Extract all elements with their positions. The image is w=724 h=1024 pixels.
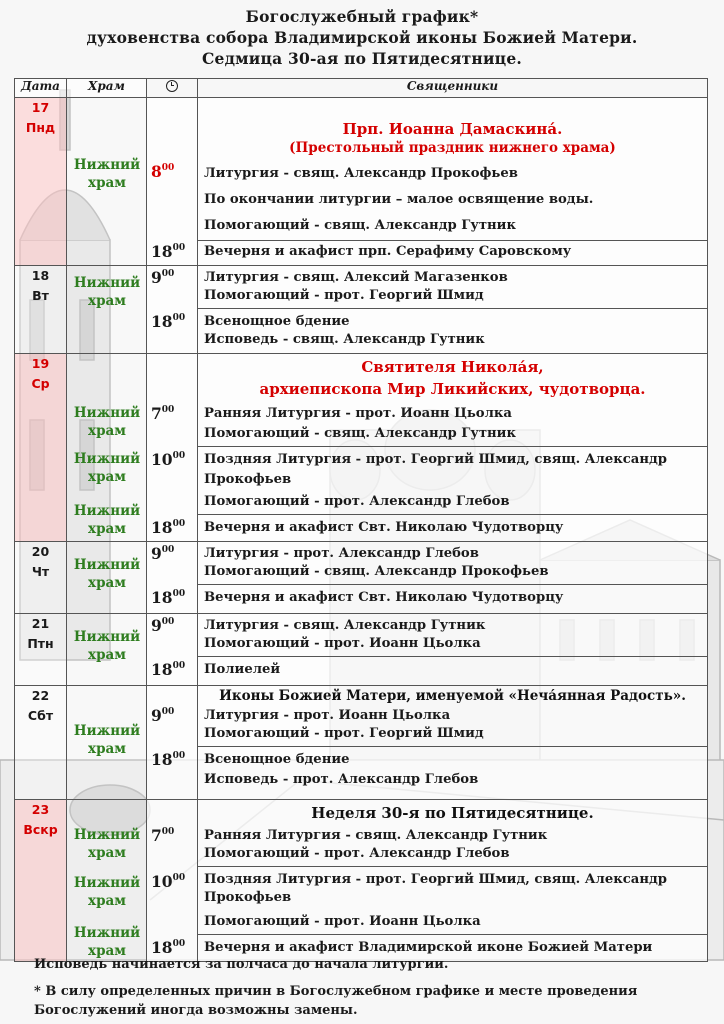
services-cell [198, 266, 708, 354]
service-line: Помогающий - прот. Георгий Шмид [204, 288, 484, 303]
time-cell [147, 354, 198, 542]
time-label: $18^{00}$ [151, 750, 186, 769]
date-cell: 21 Птн [15, 614, 67, 686]
church-cell [67, 266, 147, 354]
clock-icon [166, 80, 178, 92]
date-cell: 18 Вт [15, 266, 67, 354]
table-row [15, 266, 708, 354]
church-cell [67, 354, 147, 542]
service-line: Поздняя Литургия - прот. Георгий Шмид, свящ. Александр [204, 452, 667, 467]
church-cell [67, 614, 147, 686]
title-line-3: Седмица 30-ая по Пятидесятнице. [202, 49, 522, 68]
schedule-table [14, 78, 708, 962]
church-label: Нижний храм [73, 157, 141, 191]
church-cell [67, 800, 147, 962]
time-label: $18^{00}$ [151, 938, 186, 957]
services-cell [198, 98, 708, 266]
date-cell: 20 Чт [15, 542, 67, 614]
time-label: $9^{00}$ [151, 544, 175, 563]
disclaimer-line-2: Богослужений иногда возможны замены. [34, 1003, 358, 1018]
time-label: $18^{00}$ [151, 588, 186, 607]
time-label: $18^{00}$ [151, 312, 186, 331]
table-row [15, 800, 708, 962]
service-line: Полиелей [204, 662, 281, 677]
time-label: $9^{00}$ [151, 268, 175, 287]
time-label: $8^{00}$ [151, 162, 175, 181]
service-line: Ранняя Литургия - свящ. Александр Гутник [204, 828, 548, 843]
column-header-church: Храм [67, 79, 147, 98]
footer-notes [34, 955, 694, 1020]
column-header-date: Дата [15, 79, 67, 98]
feast-title: Иконы Божией Матери, именуемой «Неча́янная Радость». [219, 688, 686, 704]
service-line: Исповедь - свящ. Александр Гутник [204, 332, 485, 347]
church-cell [67, 686, 147, 800]
service-line: Прокофьев [204, 890, 292, 905]
service-line: Литургия - свящ. Александр Гутник [204, 618, 486, 633]
church-label: Нижний храм [73, 557, 141, 591]
time-label: $18^{00}$ [151, 660, 186, 679]
column-header-clergy: Священники [198, 79, 708, 98]
services-cell [198, 542, 708, 614]
time-cell [147, 98, 198, 266]
date-cell: 23 Вскр [15, 800, 67, 962]
feast-title: Неделя 30-я по Пятидесятнице. [311, 804, 594, 822]
title-line-1: Богослужебный график* [245, 7, 479, 26]
service-line: Всенощное бдение [204, 314, 350, 329]
date-cell: 19 Ср [15, 354, 67, 542]
church-label: Нижний храм [73, 503, 141, 537]
church-label: Нижний храм [73, 723, 141, 757]
service-line: Помогающий - свящ. Александр Гутник [204, 426, 516, 441]
title-line-2: духовенства собора Владимирской иконы Божией Матери. [86, 28, 638, 47]
church-label: Нижний храм [73, 405, 141, 439]
service-line: Помогающий - прот. Александр Глебов [204, 846, 510, 861]
services-cell [198, 614, 708, 686]
table-row [15, 686, 708, 800]
church-label: Нижний храм [73, 275, 141, 309]
table-row [15, 354, 708, 542]
table-header-row [15, 79, 708, 98]
church-cell [67, 98, 147, 266]
church-label: Нижний храм [73, 925, 141, 959]
time-label: $18^{00}$ [151, 242, 186, 261]
date-cell: 17 Пнд [15, 98, 67, 266]
time-label: $9^{00}$ [151, 706, 175, 725]
column-header-time [147, 79, 198, 98]
time-cell [147, 542, 198, 614]
services-cell [198, 354, 708, 542]
service-line: Помогающий - прот. Иоанн Цьолка [204, 914, 481, 929]
service-line: Исповедь - прот. Александр Глебов [204, 772, 479, 787]
confession-note: Исповедь начинается за полчаса до начала литургии. [34, 957, 449, 972]
time-cell [147, 266, 198, 354]
feast-subtitle: (Престольный праздник нижнего храма) [289, 140, 616, 156]
time-label: $7^{00}$ [151, 404, 175, 423]
service-line: По окончании литургии – малое освящение воды. [204, 192, 594, 207]
service-line: Литургия - прот. Александр Глебов [204, 546, 479, 561]
table-row [15, 542, 708, 614]
disclaimer-line-1: * В силу определенных причин в Богослужебном графике и месте проведения [34, 984, 638, 999]
date-cell: 22 Сбт [15, 686, 67, 800]
time-label: $7^{00}$ [151, 826, 175, 845]
service-line: Помогающий - свящ. Александр Прокофьев [204, 564, 549, 579]
table-row [15, 614, 708, 686]
service-line: Помогающий - прот. Александр Глебов [204, 494, 510, 509]
church-cell [67, 542, 147, 614]
service-line: Помогающий - свящ. Александр Гутник [204, 218, 516, 233]
service-line: Литургия - прот. Иоанн Цьолка [204, 708, 451, 723]
time-cell [147, 614, 198, 686]
services-cell [198, 686, 708, 800]
service-line: Помогающий - прот. Иоанн Цьолка [204, 636, 481, 651]
church-label: Нижний храм [73, 451, 141, 485]
service-line: Всенощное бдение [204, 752, 350, 767]
time-label: $10^{00}$ [151, 450, 186, 469]
service-line: Вечерня и акафист Свт. Николаю Чудотворцу [204, 520, 564, 535]
table-row [15, 98, 708, 266]
services-cell [198, 800, 708, 962]
service-line: Помогающий - прот. Георгий Шмид [204, 726, 484, 741]
church-label: Нижний храм [73, 827, 141, 861]
feast-subtitle: архиепископа Мир Ликийских, чудотворца. [259, 380, 646, 398]
time-cell [147, 800, 198, 962]
church-label: Нижний храм [73, 629, 141, 663]
service-line: Вечерня и акафист прп. Серафиму Саровскому [204, 244, 572, 259]
service-line: Прокофьев [204, 472, 292, 487]
feast-title: Святителя Никола́я, [361, 358, 544, 376]
service-line: Вечерня и акафист Свт. Николаю Чудотворцу [204, 590, 564, 605]
church-label: Нижний храм [73, 875, 141, 909]
service-line: Ранняя Литургия - прот. Иоанн Цьолка [204, 406, 512, 421]
service-line: Поздняя Литургия - прот. Георгий Шмид, свящ. Александр [204, 872, 667, 887]
time-label: $9^{00}$ [151, 616, 175, 635]
service-line: Литургия - свящ. Александр Прокофьев [204, 166, 518, 181]
service-line: Вечерня и акафист Владимирской иконе Божией Матери [204, 940, 653, 955]
page-header [0, 6, 724, 69]
time-cell [147, 686, 198, 800]
time-label: $10^{00}$ [151, 872, 186, 891]
feast-title: Прп. Иоанна Дамаскина́. [342, 120, 563, 138]
time-label: $18^{00}$ [151, 518, 186, 537]
service-line: Литургия - свящ. Алексий Магазенков [204, 270, 508, 285]
